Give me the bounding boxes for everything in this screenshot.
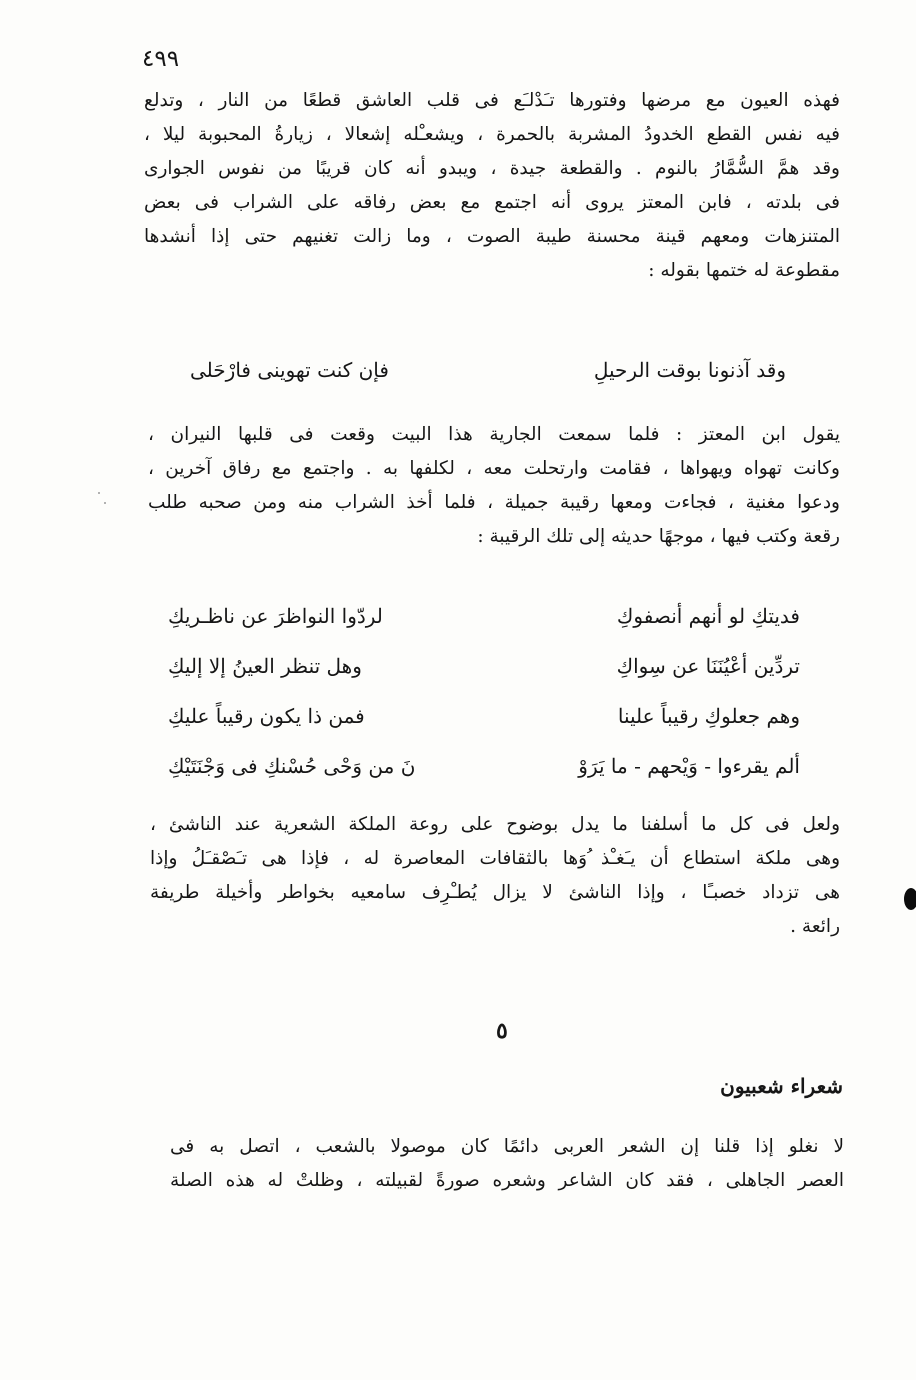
verse-second-hemistich: نَ من وَحْى حُسْنكِ فى وَجْنَتَيْكِ	[168, 754, 416, 778]
paragraph-poetic-talent	[150, 808, 840, 944]
text-line: لا نغلو إذا قلنا إن الشعر العربى دائمًا كان موصولا بالشعب ، اتصل به فى	[170, 1136, 844, 1157]
paragraph-ibn-al-mutazz	[148, 418, 840, 554]
verse-first-hemistich: فديتكِ لو أنهم أنصفوكِ	[616, 604, 800, 628]
poem-verse	[168, 596, 800, 636]
verse-second-hemistich: فمن ذا يكون رقيباً عليكِ	[168, 704, 365, 728]
text-line: فى بلدته ، فابن المعتز يروى أنه اجتمع مع بعض رفاقه على الشراب فى بعض	[144, 192, 840, 213]
scan-edge-mark	[904, 888, 916, 910]
paragraph-popular-poets	[170, 1130, 844, 1198]
scan-speck	[98, 492, 100, 494]
verse-second-hemistich: وهل تنظر العينُ إلا إليكِ	[168, 654, 362, 678]
text-line: رقعة وكتب فيها ، موجهًا حديثه إلى تلك الرقيبة :	[477, 526, 840, 547]
poem-verse	[168, 696, 800, 736]
text-line: العصر الجاهلى ، فقد كان الشاعر وشعره صورةً لقبيلته ، وظلتْ له هذه الصلة	[170, 1170, 844, 1191]
page-number: ٤٩٩	[142, 46, 180, 72]
text-line: فهذه العيون مع مرضها وفتورها تـَدْلـَع فى قلب العاشق قطعًا من النار ، وتدلع	[144, 90, 840, 111]
section-number: ٥	[496, 1018, 508, 1044]
text-line: رائعة .	[790, 916, 840, 937]
verse-first-hemistich: وقد آذنونا بوقت الرحيلِ	[593, 358, 786, 382]
poem-verse	[168, 746, 800, 786]
text-line: مقطوعة له ختمها بقوله :	[648, 260, 840, 281]
section-heading: شعراء شعبيون	[720, 1074, 843, 1098]
text-line: ودعوا مغنية ، فجاءت ومعها رقيبة جميلة ، فلما أخذ الشراب منه ومن صحبه طلب	[148, 492, 840, 513]
text-line: وقد همَّ السُّمَّارُ بالنوم . والقطعة جيدة ، ويبدو أنه كان قريبًا من نفوس الجوارى	[144, 158, 840, 179]
text-line: وهى ملكة استطاع أن يـَغـْذ ُوَها بالثقافات المعاصرة له ، فإذا هى تـَصْقـَلُ وإذا	[150, 848, 840, 869]
verse-first-hemistich: تردِّين أعْيُنَنَا عن سِواكِ	[616, 654, 800, 678]
poem-verse	[168, 646, 800, 686]
scan-speck	[104, 502, 106, 504]
text-line: المتنزهات ومعهم قينة محسنة طيبة الصوت ، وما زالت تغنيهم حتى إذا أنشدها	[144, 226, 840, 247]
text-line: يقول ابن المعتز : فلما سمعت الجارية هذا البيت وقعت فى قلبها النيران ،	[148, 424, 840, 445]
verse-second-hemistich: فإن كنت تهوينى فارْحَلى	[190, 358, 389, 382]
verse-second-hemistich: لردّوا النواظرَ عن ناظـريكِ	[168, 604, 383, 628]
verse-first-hemistich: ألم يقرءوا - وَيْحهم - ما يَرَوْ	[578, 754, 800, 778]
text-line: هى تزداد خصبـًا ، وإذا الناشئ لا يزال يُطـْرِف سامعيه بخواطر وأخيلة طريفة	[150, 882, 840, 903]
text-line: فيه نفس القطع الخدودُ المشربة بالحمرة ، ويشعـْله إشعالا ، زيارةُ المحبوبة ليلا ،	[144, 124, 840, 145]
text-line: ولعل فى كل ما أسلفنا ما يدل بوضوح على روعة الملكة الشعرية عند الناشئ ،	[150, 814, 840, 835]
paragraph-eyes-and-fire	[144, 84, 840, 288]
verse-departure	[190, 350, 786, 390]
text-line: وكانت تهواه ويهواها ، فقامت وارتحلت معه ، لكلفها به . واجتمع مع رفاق آخرين ،	[148, 458, 840, 479]
verse-first-hemistich: وهم جعلوكِ رقيباً علينا	[617, 704, 800, 728]
